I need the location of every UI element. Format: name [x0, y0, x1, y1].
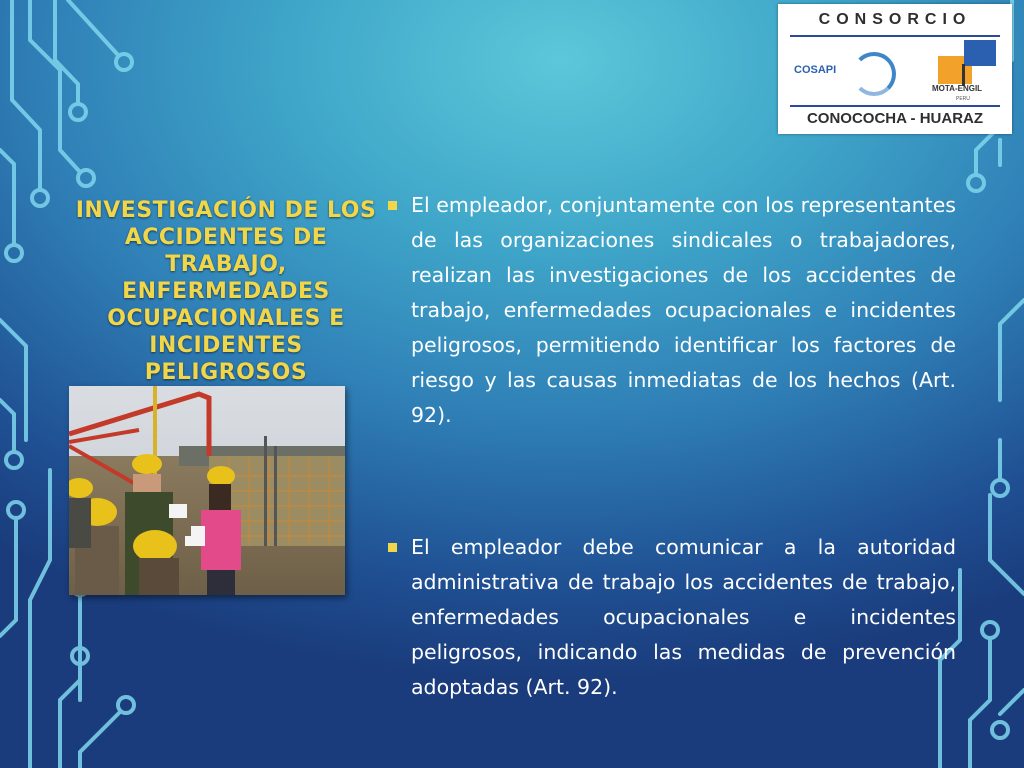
- logo-peru-text: PERU: [956, 96, 970, 102]
- bullet-item: [388, 530, 956, 705]
- logo-mota-engil-text: MOTA-ENGIL: [932, 84, 983, 93]
- slide-title: INVESTIGACIÓN DE LOS ACCIDENTES DE TRABAJO, ENFERMEDADES OCUPACIONALES E INCIDENTES PELIGROSOS: [75, 198, 377, 385]
- consorcio-logo: [778, 4, 1012, 134]
- bullet-item: [388, 188, 956, 433]
- bullet-square-icon: [388, 201, 397, 210]
- cosapi-ring-icon: [852, 52, 896, 96]
- logo-cosapi-text: COSAPI: [794, 64, 837, 76]
- logo-bottom-text: CONOCOCHA - HUARAZ: [806, 110, 984, 127]
- bullet-text: El empleador debe comunicar a la autoridad administrativa de trabajo los accidentes de trabajo, enfermedades ocupacionales e incidentes peligrosos, indicando las medidas de prevención adoptadas (Art. 92).: [411, 535, 956, 699]
- mota-divider-icon: [962, 64, 965, 86]
- logo-divider-bottom: [790, 105, 1000, 107]
- logo-top-text: CONSORCIO: [818, 11, 972, 28]
- bullet-text: El empleador, conjuntamente con los representantes de las organizaciones sindicales o trabajadores, realizan las investigaciones de los accidentes de trabajo, enfermedades ocupacionales e incidentes peligrosos, permitiendo identificar los factores de riesgo y las causas inmediatas de los hechos (Art. 92).: [411, 193, 956, 427]
- mota-blue-square-icon: [964, 40, 996, 66]
- bullet-square-icon: [388, 543, 397, 552]
- construction-workers-photo: [69, 386, 345, 595]
- logo-divider-top: [790, 35, 1000, 37]
